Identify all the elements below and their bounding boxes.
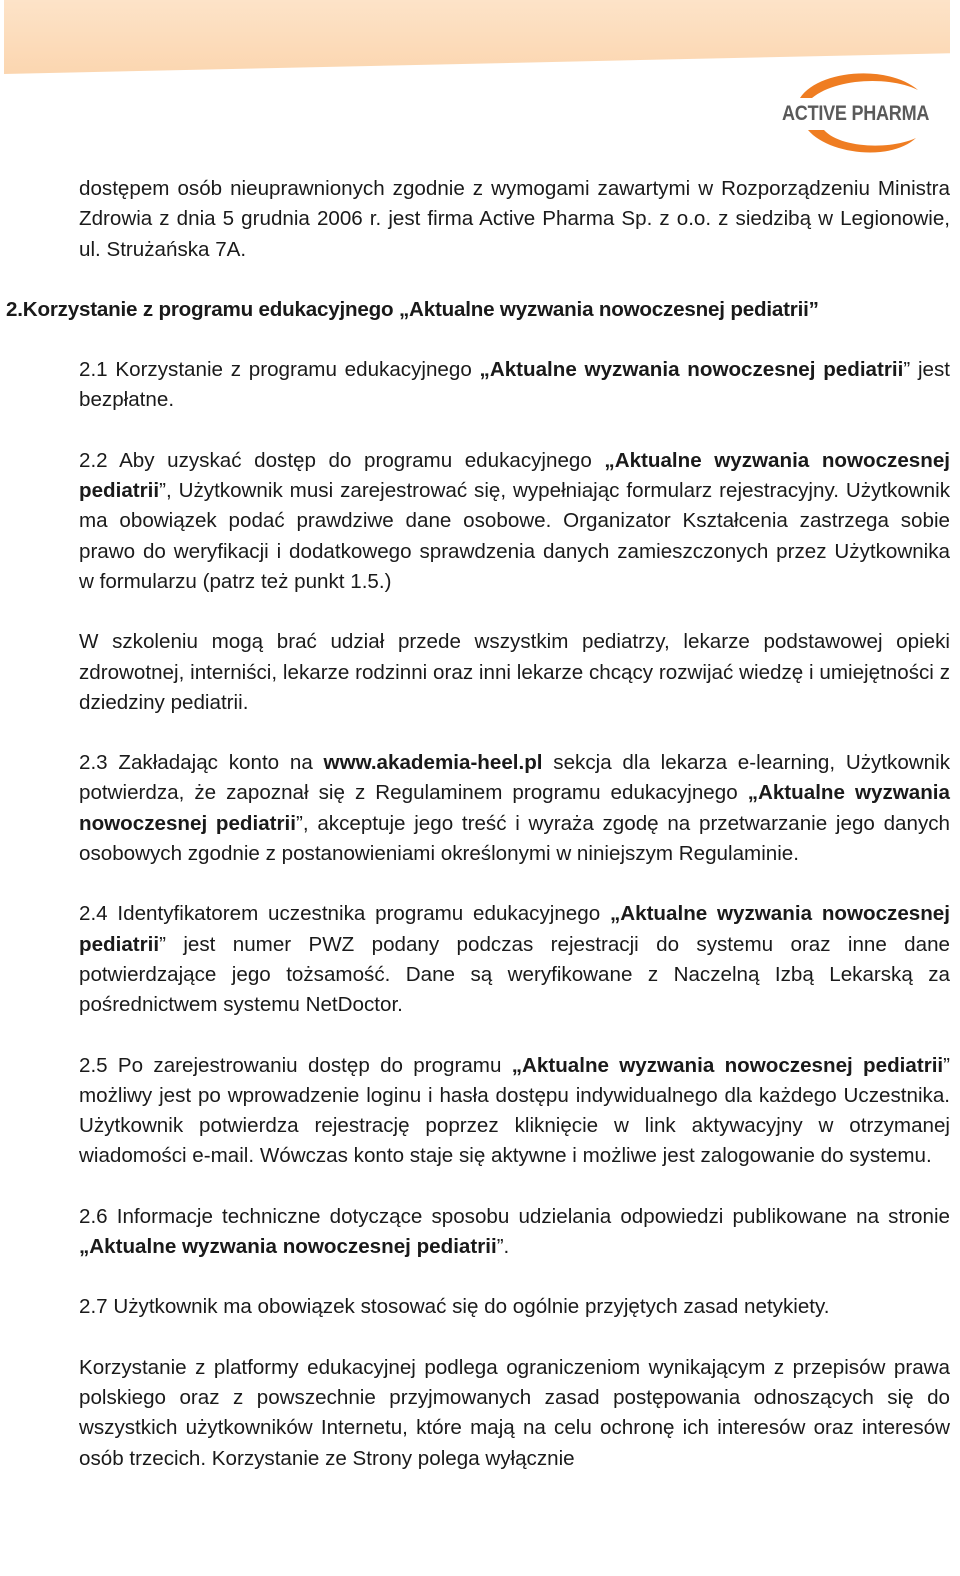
paragraph-2-2: 2.2 Aby uzyskać dostęp do programu edukacyjnego „Aktualne wyzwania nowoczesnej pediatrii”, Użytkownik musi zarejestrować się, wypełniając formularz rejestracyjny. Użytkownik ma obowiązek podać prawdziwe dane osobowe. Organizator Kształcenia zastrzega sobie prawo do weryfikacji i dodatkowego sprawdzenia danych zamieszczonych przez Użytkownika w formularzu (patrz też punkt 1.5.)	[79, 448, 950, 593]
section-heading: 2.Korzystanie z programu edukacyjnego „Aktualne wyzwania nowoczesnej pediatrii”	[6, 297, 819, 321]
paragraph-2-4: 2.4 Identyfikatorem uczestnika programu edukacyjnego „Aktualne wyzwania nowoczesnej pediatrii” jest numer PWZ podany podczas rejestracji do systemu oraz inne dane potwierdzające jego tożsamość. Dane są weryfikowane z Naczelną Izbą Lekarską za pośrednictwem systemu NetDoctor.	[79, 902, 950, 1017]
paragraph-2-1: 2.1 Korzystanie z programu edukacyjnego „Aktualne wyzwania nowoczesnej pediatrii” jest bezpłatne.	[79, 358, 950, 412]
paragraph-intro: dostępem osób nieuprawnionych zgodnie z wymogami zawartymi w Rozporządzeniu Ministra Zdrowia z dnia 5 grudnia 2006 r. jest firma Active Pharma Sp. z o.o. z siedzibą w Legionowie, ul. Strużańska 7A.	[79, 177, 950, 261]
paragraph-2-3: 2.3 Zakładając konto na www.akademia-heel.pl sekcja dla lekarza e-learning, Użytkownik potwierdza, że zapoznał się z Regulaminem programu edukacyjnego „Aktualne wyzwania nowoczesnej pediatrii”, akceptuje jego treść i wyraża zgodę na przetwarzanie jego danych osobowych zgodnie z postanowieniami określonymi w niniejszym Regulaminie.	[79, 751, 951, 866]
website-link: www.akademia-heel.pl	[323, 751, 543, 775]
paragraph-participants: W szkoleniu mogą brać udział przede wszystkim pediatrzy, lekarze podstawowej opieki zdrowotnej, interniści, lekarze rodzinni oraz inni lekarze chcący rozwijać wiedzę i umiejętności z dziedziny pediatrii.	[79, 630, 950, 714]
document-body	[6, 174, 951, 1504]
paragraph-2-6: 2.6 Informacje techniczne dotyczące sposobu udzielania odpowiedzi publikowane na stronie „Aktualne wyzwania nowoczesnej pediatrii”.	[79, 1204, 950, 1259]
header-decoration	[4, 0, 950, 74]
logo-text: ACTIVE PHARMA	[782, 102, 930, 125]
paragraph-2-5: 2.5 Po zarejestrowaniu dostęp do programu „Aktualne wyzwania nowoczesnej pediatrii” możliwy jest po wprowadzenie loginu i hasła dostępu indywidualnego dla każdego Uczestnika. Użytkownik potwierdza rejestrację poprzez kliknięcie w link aktywacyjny w otrzymanej wiadomości e-mail. Wówczas konto staje się aktywne i możliwe jest zalogowanie do systemu.	[79, 1053, 951, 1168]
paragraph-2-7: 2.7 Użytkownik ma obowiązek stosować się do ogólnie przyjętych zasad netykiety.	[79, 1295, 830, 1319]
active-pharma-logo	[778, 68, 930, 160]
paragraph-platform: Korzystanie z platformy edukacyjnej podlega ograniczeniom wynikającym z przepisów prawa polskiego oraz z powszechnie przyjmowanych zasad postępowania odnoszących się do wszystkich użytkowników Internetu, które mają na celu ochronę ich interesów oraz interesów osób trzecich. Korzystanie ze Strony polega wyłącznie	[79, 1355, 950, 1470]
